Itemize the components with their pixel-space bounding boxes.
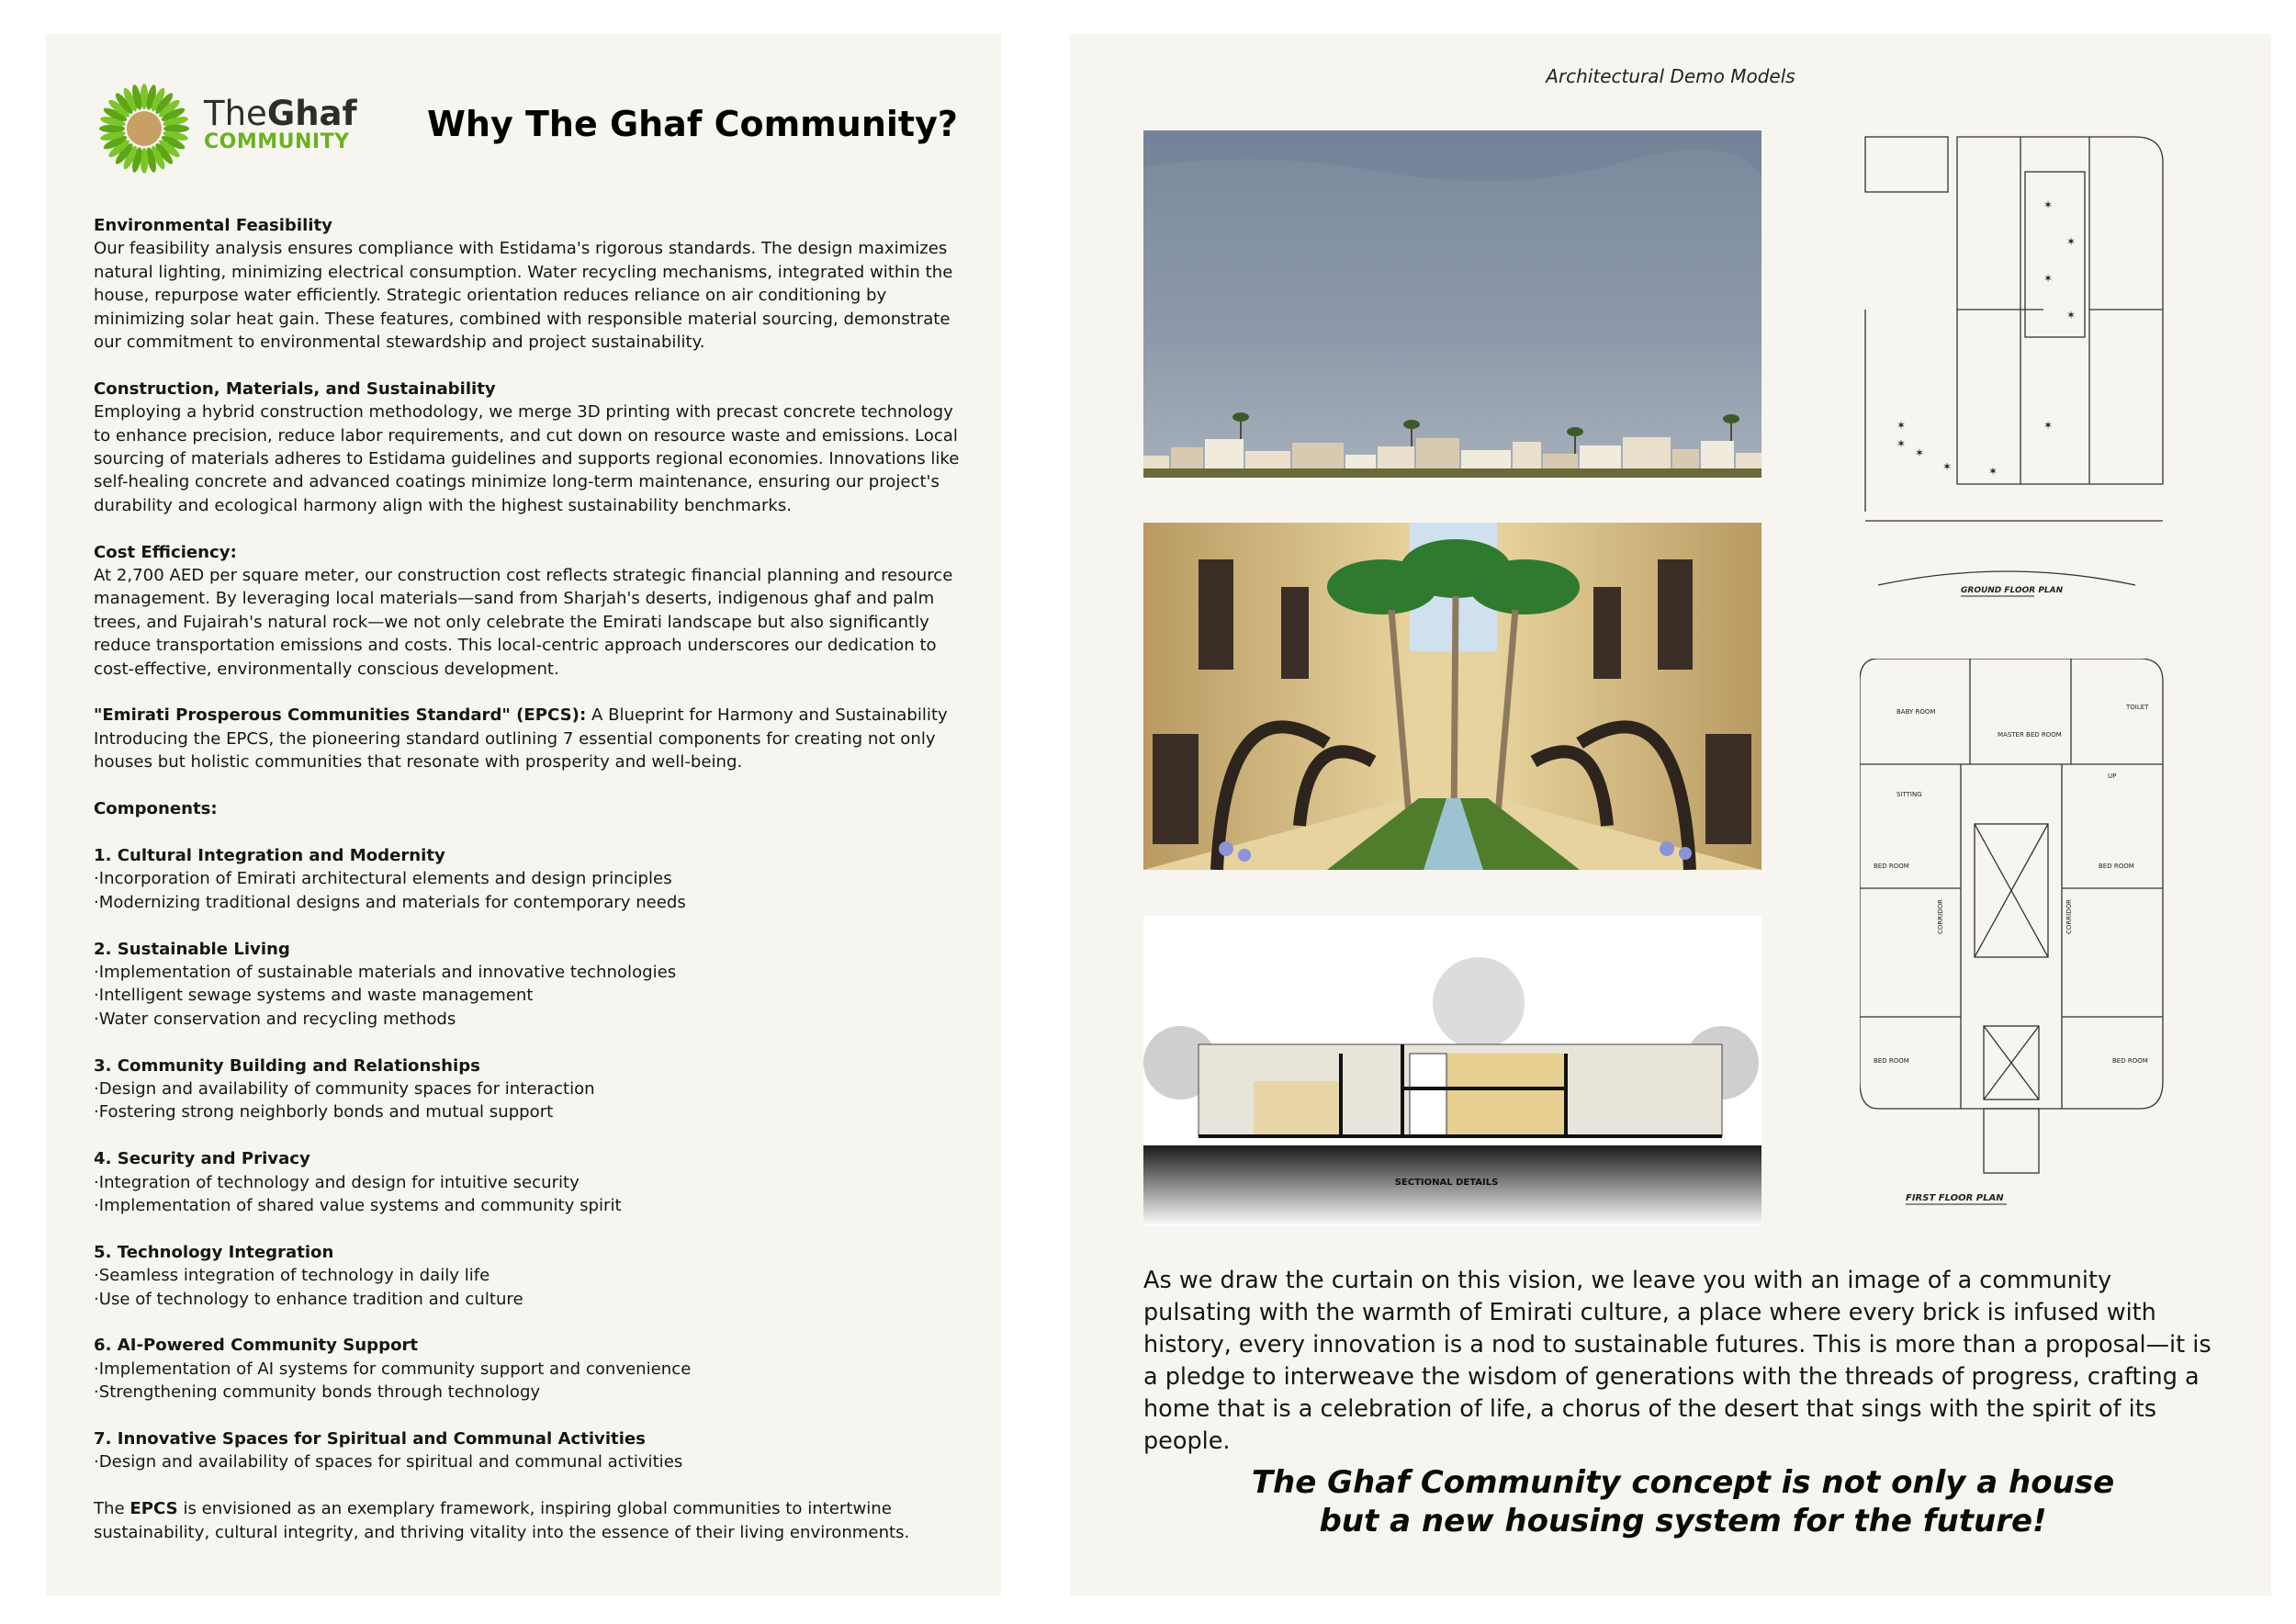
ghaf-community-logo (94, 78, 397, 179)
svg-text:✶: ✶ (1915, 446, 1925, 459)
ghaf-flower-icon (94, 78, 195, 179)
epcs-section (94, 704, 966, 773)
section-text: Employing a hybrid construction methodology, we merge 3D printing with precast concrete technology to enhance precision, reduce labor requirements, and cut down on resource waste and emissions. Local sourcing of materials adheres to Estidama guidelines and supports regional economies. Innovations like self-healing concrete and advanced coatings minimize long-term maintenance, ensuring our project's durability and ecological harmony align with the highest sustainability benchmarks. (94, 402, 960, 515)
plan-label-corridor: CORRIDOR (1937, 899, 1944, 934)
component-bullet: ·Incorporation of Emirati architectural elements and design principles (94, 869, 672, 889)
plan-label-sitting: SITTING (1896, 791, 1922, 798)
svg-text:✶: ✶ (1896, 419, 1907, 432)
plan-label-toilet: TOILET (2126, 704, 2149, 711)
component-bullet: ·Design and availability of community spaces for interaction (94, 1078, 595, 1099)
tagline-line-1: The Ghaf Community concept is not only a house (1251, 1464, 2115, 1501)
skyline-render-image (1143, 130, 1761, 478)
tagline-line-2: but a new housing system for the future! (1319, 1503, 2047, 1539)
body-text (94, 214, 966, 1567)
component-bullet: ·Intelligent sewage systems and waste management (94, 986, 534, 1006)
construction-section (94, 378, 966, 517)
epcs-closing: The EPCS is envisioned as an exemplary framework, inspiring global communities to intertwine sustainability, cultural integrity, and thriving vitality into the essence of their living environments. (94, 1499, 910, 1542)
component-bullet: ·Fostering strong neighborly bonds and mutual support (94, 1102, 554, 1122)
plan-label-bed-room: BED ROOM (2112, 1057, 2148, 1065)
sectional-caption: SECTIONAL DETAILS (1394, 1178, 1499, 1188)
component-title: 1. Cultural Integration and Modernity (94, 845, 445, 865)
svg-text:✶: ✶ (1942, 460, 1953, 473)
section-text: At 2,700 AED per square meter, our construction cost reflects strategic financial planning and resource management. By leveraging local materials—sand from Sharjah's deserts, indigenous ghaf and palm trees, and Fujairah's natural rock—we not only celebrate the Emirati landscape but also significantly reduce transportation emissions and costs. This local-centric approach underscores our dedication to cost-effective, environmentally conscious development. (94, 566, 953, 679)
first-floor-plan (1860, 659, 2218, 1237)
section-text: Our feasibility analysis ensures compliance with Estidama's rigorous standards. The design maximizes natural lighting, minimizing electrical consumption. Water recycling mechanisms, integrated within the house, repurpose water efficiently. Strategic orientation reduces reliance on air conditioning by minimizing solar heat gain. These features, combined with responsible material sourcing, demonstrate our commitment to environmental stewardship and project sustainability. (94, 239, 953, 353)
component-bullet: ·Implementation of shared value systems and community spirit (94, 1195, 622, 1215)
svg-text:✶: ✶ (1988, 465, 1998, 478)
component-bullet: ·Modernizing traditional designs and materials for contemporary needs (94, 892, 686, 912)
tagline (1143, 1463, 2223, 1540)
plan-label-corridor: CORRIDOR (2065, 899, 2073, 934)
epcs-heading: "Emirati Prosperous Communities Standard" (EPCS): (94, 705, 587, 726)
svg-text:✶: ✶ (2043, 272, 2054, 285)
component-item (94, 1334, 966, 1404)
component-item (94, 1241, 966, 1311)
sectional-details-image (1143, 916, 1761, 1226)
component-bullet: ·Design and availability of spaces for spiritual and communal activities (94, 1452, 683, 1472)
plan-label-bed-room: BED ROOM (2099, 863, 2134, 870)
page-title: Why The Ghaf Community? (427, 104, 958, 144)
left-page (46, 34, 1001, 1596)
component-item (94, 938, 966, 1032)
component-title: 7. Innovative Spaces for Spiritual and Communal Activities (94, 1428, 646, 1449)
component-item (94, 1147, 966, 1217)
section-heading: Environmental Feasibility (94, 216, 332, 235)
ground-plan-caption: GROUND FLOOR PLAN (1961, 586, 2064, 595)
plan-label-baby-room: BABY ROOM (1896, 708, 1936, 716)
component-bullet: ·Water conservation and recycling methods (94, 1009, 456, 1029)
svg-text:✶: ✶ (2066, 235, 2077, 248)
section-text: Introducing the EPCS, the pioneering standard outlining 7 essential components for creating not only houses but holistic communities that resonate with prosperity and well-being. (94, 728, 936, 773)
component-item (94, 1427, 966, 1474)
svg-text:✶: ✶ (1896, 437, 1907, 450)
ground-floor-plan (1860, 126, 2218, 613)
component-bullet: ·Implementation of sustainable materials and innovative technologies (94, 962, 677, 982)
plan-label-bed-room: BED ROOM (1874, 1057, 1909, 1065)
component-bullet: ·Implementation of AI systems for community support and convenience (94, 1359, 692, 1379)
plan-label-up: UP (2108, 773, 2117, 780)
component-title: 4. Security and Privacy (94, 1149, 310, 1169)
svg-text:✶: ✶ (2043, 419, 2054, 432)
component-title: 2. Sustainable Living (94, 939, 290, 959)
plan-label-bed-room: BED ROOM (1874, 863, 1909, 870)
section-heading: Construction, Materials, and Sustainability (94, 378, 496, 399)
logo-wordmark: TheGhaf COMMUNITY (204, 94, 357, 153)
component-item (94, 1054, 966, 1124)
first-plan-caption: FIRST FLOOR PLAN (1906, 1193, 2004, 1203)
components-heading: Components: (94, 799, 218, 819)
closing-paragraph: As we draw the curtain on this vision, we leave you with an image of a community pulsating with the warmth of Emirati culture, a place where every brick is infused with history, every innovation is a nod to sustainable futures. This is more than a proposal—it is a pledge to interweave the wisdom of generations with the threads of progress, crafting a home that is a celebration of life, a chorus of the desert that sings with the spirit of its people. (1143, 1267, 2212, 1455)
svg-text:✶: ✶ (2066, 309, 2077, 321)
plan-label-master-bed-room: MASTER BED ROOM (1998, 731, 2062, 739)
courtyard-render-image (1143, 523, 1761, 870)
component-title: 5. Technology Integration (94, 1242, 334, 1262)
demo-models-title: Architectural Demo Models (1546, 65, 1795, 87)
epcs-subheading: A Blueprint for Harmony and Sustainability (586, 705, 948, 726)
right-page (1070, 34, 2271, 1596)
section-heading: Cost Efficiency: (94, 542, 237, 562)
component-bullet: ·Integration of technology and design for intuitive security (94, 1172, 580, 1192)
component-item (94, 844, 966, 914)
cost-section (94, 541, 966, 681)
svg-text:✶: ✶ (2043, 198, 2054, 211)
component-bullet: ·Use of technology to enhance tradition and culture (94, 1289, 523, 1309)
component-bullet: ·Seamless integration of technology in daily life (94, 1266, 490, 1286)
environmental-section (94, 214, 966, 354)
component-title: 6. AI-Powered Community Support (94, 1336, 419, 1356)
component-title: 3. Community Building and Relationships (94, 1055, 480, 1076)
component-bullet: ·Strengthening community bonds through technology (94, 1382, 541, 1403)
